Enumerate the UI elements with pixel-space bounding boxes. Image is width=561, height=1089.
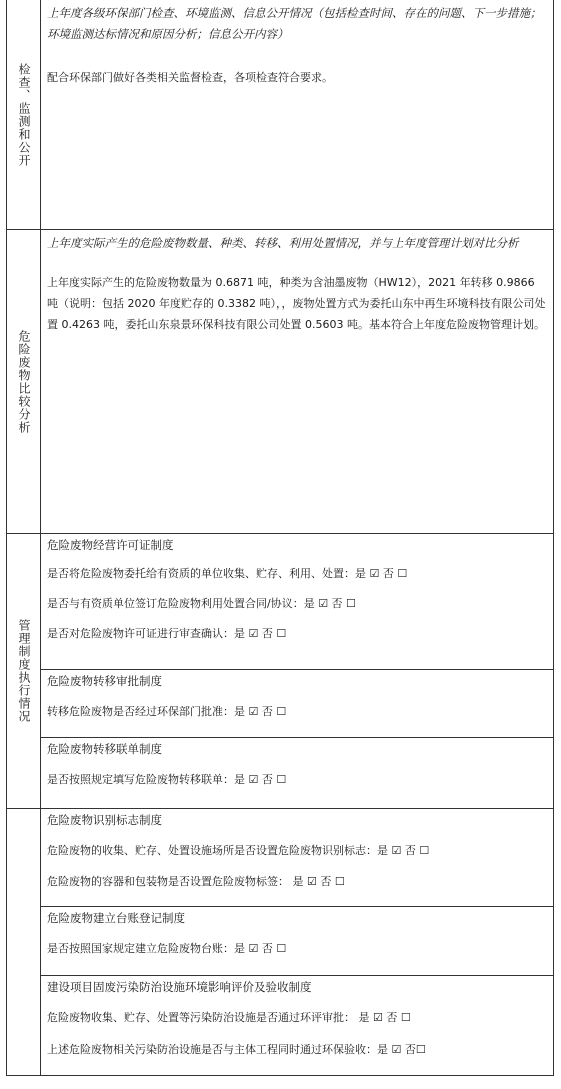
section-label: 检查、监测和公开 <box>17 62 31 167</box>
section-other <box>7 808 553 1075</box>
subsection-title: 危险废物建立台账登记制度 <box>47 911 185 925</box>
manifest-cell <box>41 737 553 807</box>
section-content <box>41 230 553 533</box>
ledger-cell <box>41 906 553 975</box>
question-line: 是否与有资质单位签订危险废物利用处置合同/协议：是 ☑ 否 ☐ <box>47 597 356 610</box>
section-label: 管理制度执行情况 <box>17 619 31 723</box>
section-label: 危险废物比较分析 <box>17 329 31 434</box>
subsection-title: 危险废物识别标志制度 <box>47 813 162 827</box>
question-line: 危险废物的收集、贮存、处置设施场所是否设置危险废物识别标志：是 ☑ 否 ☐ <box>47 844 430 857</box>
question-line: 是否按照规定填写危险废物转移联单：是 ☑ 否 ☐ <box>47 773 287 786</box>
subsection-title: 危险废物经营许可证制度 <box>47 538 174 552</box>
section-label-cell <box>7 230 41 533</box>
subsection-title: 危险废物转移联单制度 <box>47 742 162 756</box>
question-line: 转移危险废物是否经过环保部门批准：是 ☑ 否 ☐ <box>47 705 287 718</box>
subsection-title: 危险废物转移审批制度 <box>47 674 162 688</box>
report-table <box>6 0 554 1076</box>
section-waste-analysis <box>7 229 553 533</box>
identification-cell <box>41 809 553 906</box>
section-description: 上年度各级环保部门检查、环境监测、信息公开情况（包括检查时间、存在的问题、下一步措施；环境监测达标情况和原因分析；信息公开内容） <box>47 6 542 41</box>
section-inspection <box>7 0 553 229</box>
section-label-cell <box>7 809 41 1075</box>
question-line: 危险废物的容器和包装物是否设置危险废物标签： 是 ☑ 否 ☐ <box>47 875 345 888</box>
license-cell <box>41 534 553 669</box>
approval-cell <box>41 669 553 737</box>
section-body: 配合环保部门做好各类相关监督检查，各项检查符合要求。 <box>47 71 333 84</box>
section-description: 上年度实际产生的危险废物数量、种类、转移、利用处置情况，并与上年度管理计划对比分析 <box>47 236 519 250</box>
question-line: 是否对危险废物许可证进行审查确认：是 ☑ 否 ☐ <box>47 627 287 640</box>
section-content <box>41 534 553 808</box>
section-label-cell <box>7 0 41 229</box>
question-line: 上述危险废物相关污染防治设施是否与主体工程同时通过环保验收：是 ☑ 否☐ <box>47 1043 426 1056</box>
section-management <box>7 533 553 808</box>
eia-cell <box>41 975 553 1074</box>
question-line: 是否将危险废物委托给有资质的单位收集、贮存、利用、处置：是 ☑ 否 ☐ <box>47 567 408 580</box>
question-line: 是否按照国家规定建立危险废物台账：是 ☑ 否 ☐ <box>47 942 287 955</box>
question-line: 危险废物收集、贮存、处置等污染防治设施是否通过环评审批： 是 ☑ 否 ☐ <box>47 1011 411 1024</box>
section-body: 上年度实际产生的危险废物数量为 0.6871 吨，种类为含油墨废物（HW12），2021 年转移 0.9866 吨（说明：包括 2020 年度贮存的 0.3382 吨），，废物处置方式为委托山东中再生环境科技有限公司处置 0.4263 吨，委托山东泉景环保科技有限公司处置 0.5603 吨。基本符合上年度危险废物管理计划。 <box>47 276 546 331</box>
section-content <box>41 0 553 229</box>
section-label-cell <box>7 534 41 808</box>
subsection-title: 建设项目固废污染防治设施环境影响评价及验收制度 <box>47 980 312 994</box>
section-content <box>41 809 553 1075</box>
